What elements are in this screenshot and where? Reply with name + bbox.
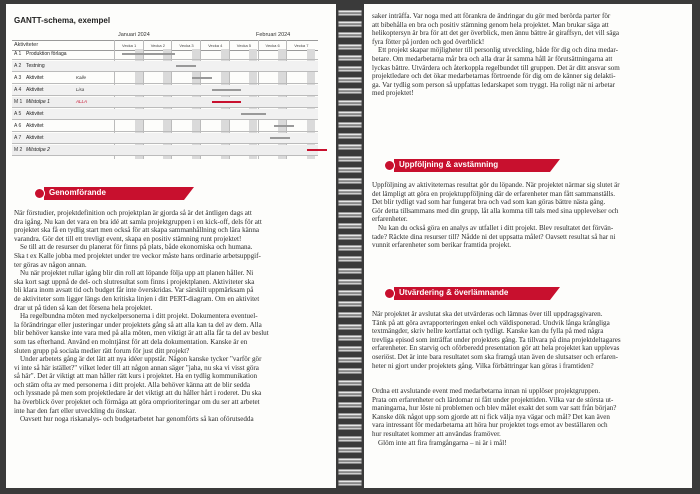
- spiral-ring: [336, 335, 364, 341]
- text-line: lyckas bättre. Utvärdera och återkoppla regelbundet till gruppen. Det är ditt ansvar som: [372, 63, 620, 72]
- spiral-ring: [336, 44, 364, 50]
- text-line: ska kort sagt uppnå de del- och slutresultat som finns i projektplanen. Aktiviteter ska: [14, 277, 255, 286]
- text-line: När projektet är avslutat ska det utvärderas och lämnas över till uppdragsgivaren.: [372, 310, 603, 318]
- right-intro-text: [372, 12, 620, 98]
- text-line: vunnit erfarenheter som berikar framtida projekt.: [372, 241, 512, 250]
- text-line: Ett projekt skapar möjligheter till personlig utveckling, både för dig och dina medar-: [378, 46, 618, 55]
- spiral-binding: [336, 4, 364, 488]
- spiral-ring: [336, 156, 364, 162]
- spiral-ring: [336, 178, 364, 184]
- gantt-row-name: Aktivitet: [26, 123, 44, 129]
- text-line: blir behöver kanske inte vara med på alla möten, men viktigt är att alla får ta del av beslut: [14, 329, 269, 338]
- text-line: det lämpligt att göra en projektuppföljning där de erfarenheter man fått sammanställs.: [372, 189, 616, 198]
- text-line: la förändringar eller justeringar under projektets gång så att alla kan ta del av dem. Alla: [14, 320, 262, 329]
- text-line: När förstudier, projektdefinition och projektplan är gjorda så är det äntligen dags att: [14, 209, 252, 217]
- spiral-ring: [336, 268, 364, 274]
- text-line: vara intressant för medarbetarna att höra hur projektet togs emot av beställaren och: [372, 421, 608, 430]
- text-line: Se till att de resurser du planerat för finns på plats, både ekonomiska och humana.: [20, 243, 253, 252]
- text-line: hur resultatet kommer att användas framöver.: [372, 429, 501, 438]
- text-line: erfarenheter. En starvig och oförberedd presentation gör att hela projektet kan upplevas: [372, 344, 620, 353]
- closing-text: [372, 387, 616, 447]
- text-line: vi inte så här istället?" vilket leder till att någon annan säger "jaha, nu ska vi visst göra: [14, 363, 259, 372]
- gantt-row-name: Milstolpe 2: [26, 147, 50, 153]
- text-line: Nu när projektet rullar igång blir din roll att löpande följa upp att planen håller. Ni: [20, 269, 254, 278]
- gantt-month-january: Januari 2024: [118, 32, 150, 38]
- section-banner-genomforande: [34, 187, 194, 200]
- spiral-ring: [336, 312, 364, 318]
- gantt-week-label: Vecka 5: [236, 43, 252, 48]
- spiral-ring: [336, 480, 364, 486]
- gantt-row-name: Aktivitet: [26, 111, 44, 117]
- spiral-ring: [336, 458, 364, 464]
- gantt-bar: [241, 113, 266, 115]
- gantt-row-id: A 6: [14, 123, 22, 129]
- gantt-row-person: Kalle: [76, 75, 87, 80]
- gantt-row: [12, 85, 318, 96]
- text-line: som tas efterhand. Använd en molntjänst för att dela dokumentation. Kanske är en: [14, 337, 248, 346]
- gantt-week-label: Vecka 1: [122, 43, 137, 48]
- text-line: trevliga episod som inträffat under projektets gång. Ta tillvara på dina projektdeltagares: [372, 335, 621, 344]
- spiral-ring: [336, 122, 364, 128]
- gantt-bar: [307, 149, 328, 151]
- text-line: fyra fötter på jorden och god överblick!: [372, 37, 485, 46]
- section-banner-utvardering: [384, 287, 560, 300]
- gantt-row: [12, 145, 318, 156]
- gantt-row-id: A 1: [14, 51, 22, 57]
- text-line: Prata om erfarenheter och lärdomar ni fått under projekttiden. Vilka var de största ut-: [372, 395, 614, 404]
- text-line: Ordna ett avslutande event med medarbetarna innan ni upplöser projektgruppen.: [372, 387, 601, 395]
- spiral-ring: [336, 77, 364, 83]
- section-banner-uppfoljning: [384, 159, 560, 172]
- gantt-row-name: Produktion förlaga: [26, 51, 67, 57]
- bullet-icon: [34, 188, 45, 199]
- spiral-ring: [336, 279, 364, 285]
- text-line: Ha regelbundna möten med nyckelpersonerna i ditt projekt. Dokumentera eventuel-: [20, 312, 258, 321]
- gantt-row-id: M 1: [14, 99, 23, 105]
- text-line: helikoptersyn är bra för att det ger överblick, men ännu bättre är giraffsyn, det vill säga: [372, 29, 620, 38]
- text-line: saker inträffa. Var noga med att förankra de ändringar du gör med berörda parter för: [372, 12, 611, 20]
- text-line: erfarenheter.: [372, 215, 408, 224]
- gantt-row-id: A 4: [14, 87, 22, 93]
- spiral-ring: [336, 223, 364, 229]
- text-line: Oavsett hur noga riskanalys- och budgetarbetet har genomförts så kan oförutsedda: [20, 415, 254, 424]
- gantt-row-name: Aktivitet: [26, 87, 44, 93]
- text-line: tade? Räckte dina resurser till? Nådde ni det uppsatta målet? Oavsett resultat så har ni: [372, 232, 616, 241]
- spiral-ring: [336, 324, 364, 330]
- gantt-row-person: Lisa: [76, 87, 85, 92]
- spiral-ring: [336, 245, 364, 251]
- text-line: Det blir tydligt vad som har fungerat bra och vad som kan göras bättre nästa gång.: [372, 198, 606, 207]
- spiral-ring: [336, 189, 364, 195]
- gantt-row-id: A 7: [14, 135, 22, 141]
- gantt-row-id: M 2: [14, 147, 23, 153]
- text-line: med projektet!: [372, 89, 414, 98]
- gantt-bar: [176, 65, 197, 67]
- section-title-uppfoljning: Uppföljning & avstämning: [399, 160, 499, 169]
- gantt-week-label: Vecka 3: [179, 43, 194, 48]
- gantt-bar: [192, 77, 213, 79]
- text-line: så här". Det är viktigt att man håller rätt kurs i projektet. Ha en tydlig kommunikation: [14, 372, 258, 381]
- text-line: Under arbetets gång är det lätt att nya idéer uppstår. Någon kanske tycker "varför gör: [20, 355, 262, 364]
- text-line: varandra. Gör det till ett trevligt event, skapa en positiv stämning runt projektet!: [14, 234, 242, 243]
- bullet-icon: [384, 288, 395, 299]
- spiral-ring: [336, 111, 364, 117]
- gantt-title: GANTT-schema, exempel: [14, 16, 111, 25]
- bullet-icon: [384, 160, 395, 171]
- text-line: dra igång. Nu kan det vara en bra idé att samla projektgruppen i en kick-off, dels för att: [14, 217, 262, 226]
- text-line: maningarna, hur löste ni problemen och blev målet exakt det som var satt från början?: [372, 404, 617, 413]
- text-line: Kanske dök något upp som gjorde att ni fick välja nya vägar och mål? Det kan även: [372, 412, 610, 421]
- spiral-ring: [336, 32, 364, 38]
- gantt-bar: [274, 125, 295, 127]
- text-line: ga. Var tydlig som person så uppfattas ledarskapet som tryggt. Ha roligt när ni arbetar: [372, 80, 615, 89]
- gantt-week-label: Vecka 7: [294, 43, 309, 48]
- gantt-row-id: A 5: [14, 111, 22, 117]
- spiral-ring: [336, 133, 364, 139]
- spiral-ring: [336, 55, 364, 61]
- spiral-ring: [336, 402, 364, 408]
- text-line: heter ni gjort under projektets gång. Vilka förbättringar kan göras i framtiden?: [372, 361, 594, 370]
- text-line: Tänk på att göra avrapporteringen enkel och väldisponerad. Undvik långa krångliga: [372, 318, 610, 327]
- spiral-ring: [336, 380, 364, 386]
- spiral-ring: [336, 346, 364, 352]
- gantt-row-name: Aktivitet: [26, 75, 44, 81]
- gantt-row-id: A 2: [14, 63, 22, 69]
- spiral-ring: [336, 88, 364, 94]
- gantt-week-label: Vecka 2: [150, 43, 165, 48]
- text-line: Uppföljning av aktiviteternas resultat gör du löpande. När projektet närmar sig slutet är: [372, 181, 620, 189]
- gantt-row: [12, 61, 318, 72]
- text-line: drar ut på tiden så kan det försena hela projektet.: [14, 303, 153, 312]
- text-line: att bibehålla en bra och positiv stämning genom hela projektet. Man brukar säga att: [372, 20, 609, 29]
- text-line: inte har den fart eller utveckling du önskar.: [14, 406, 137, 415]
- text-line: och lyssnade på men som projektledare är det viktigt att du håller hårt i roderet. Du ska: [14, 389, 262, 398]
- gantt-bar: [122, 53, 175, 55]
- text-line: projektledare och det ökar medarbetarnas förtroende för dig om de känner sig delakti-: [372, 72, 616, 81]
- gantt-row: [12, 97, 318, 108]
- text-line: de aktiviteter som ligger längs den kritiska linjen i ditt PERT-diagram. Om en aktivitet: [14, 294, 260, 303]
- spiral-ring: [336, 469, 364, 475]
- spiral-ring: [336, 10, 364, 16]
- gantt-bar: [212, 101, 241, 103]
- spiral-ring: [336, 212, 364, 218]
- left-page: [6, 4, 336, 488]
- gantt-row: [12, 73, 318, 84]
- utvardering-text: [372, 310, 621, 370]
- spiral-ring: [336, 447, 364, 453]
- spiral-ring: [336, 66, 364, 72]
- gantt-bar: [212, 89, 241, 91]
- gantt-week-label: Vecka 6: [265, 43, 280, 48]
- spiral-ring: [336, 301, 364, 307]
- spiral-ring: [336, 200, 364, 206]
- gantt-row-name: Aktivitet: [26, 135, 44, 141]
- right-page: [364, 4, 692, 488]
- spiral-ring: [336, 391, 364, 397]
- text-line: och stäm ofta av med personerna i ditt projekt. Alla behöver känna att de blir sedda: [14, 380, 250, 389]
- text-line: Ska t ex Kalle jobba med projektet under tre veckor måste hans ordinarie arbetsuppgif-: [14, 251, 261, 260]
- gantt-row-person: ALLA: [76, 99, 88, 104]
- spiral-ring: [336, 144, 364, 150]
- text-line: Nu kan du också göra en analys av utfallet i ditt projekt. Blev resultatet det förvän-: [378, 223, 614, 232]
- text-line: projektet ska få en tydlig start men också för att skapa sammanhållning och lära känna: [14, 226, 260, 235]
- text-line: sluten grupp på sociala medier rätt forum för just ditt projekt?: [14, 346, 190, 355]
- spiral-ring: [336, 100, 364, 106]
- text-line: Glöm inte att fira framgångarna – ni är i mål!: [378, 438, 507, 447]
- gantt-row: [12, 109, 318, 120]
- spiral-ring: [336, 21, 364, 27]
- gantt-row-id: A 3: [14, 75, 22, 81]
- spiral-ring: [336, 357, 364, 363]
- gantt-row-name: Milstolpe 1: [26, 99, 50, 105]
- spiral-ring: [336, 413, 364, 419]
- uppfoljning-text: [372, 181, 620, 250]
- spiral-ring: [336, 167, 364, 173]
- gantt-row: [12, 121, 318, 132]
- section-title-utvardering: Utvärdering & överlämnande: [399, 288, 509, 297]
- spiral-ring: [336, 256, 364, 262]
- text-line: ter göras av någon annan.: [14, 260, 87, 269]
- gantt-chart: [12, 32, 318, 160]
- text-line: bli klara inom avsatt tid och budget får inte överskridas. Var särskilt uppmärksam på: [14, 286, 254, 295]
- text-line: betare. Om medarbetarna mår bra och alla drar åt samma håll är förutsättningarna att: [372, 54, 613, 63]
- spiral-ring: [336, 368, 364, 374]
- gantt-row-name: Testning: [26, 63, 45, 69]
- gantt-month-february: Februari 2024: [256, 32, 291, 38]
- spiral-ring: [336, 424, 364, 430]
- spiral-ring: [336, 436, 364, 442]
- text-line: textmängder, skriv hellre kortfattat och tydligt. Kanske kan du fylla på med några: [372, 327, 604, 336]
- gantt-bar: [270, 137, 291, 139]
- section-title-genomforande: Genomförande: [49, 188, 106, 197]
- spiral-ring: [336, 290, 364, 296]
- spiral-ring: [336, 234, 364, 240]
- text-line: ha överblick över projektet och förmåga att göra omprioriteringar om du ser att arbetet: [14, 398, 260, 407]
- gantt-header-label: Aktiviteter: [14, 42, 39, 48]
- text-line: oseriöst. Det är inte bara resultatet som ska framgå utan även de slutsatser och erfaren-: [372, 352, 619, 361]
- left-body-text: [14, 209, 269, 424]
- text-line: Gör detta tillsammans med din grupp, låt alla komma till tals med sina upplevelser och: [372, 206, 619, 215]
- gantt-week-label: Vecka 4: [208, 43, 223, 48]
